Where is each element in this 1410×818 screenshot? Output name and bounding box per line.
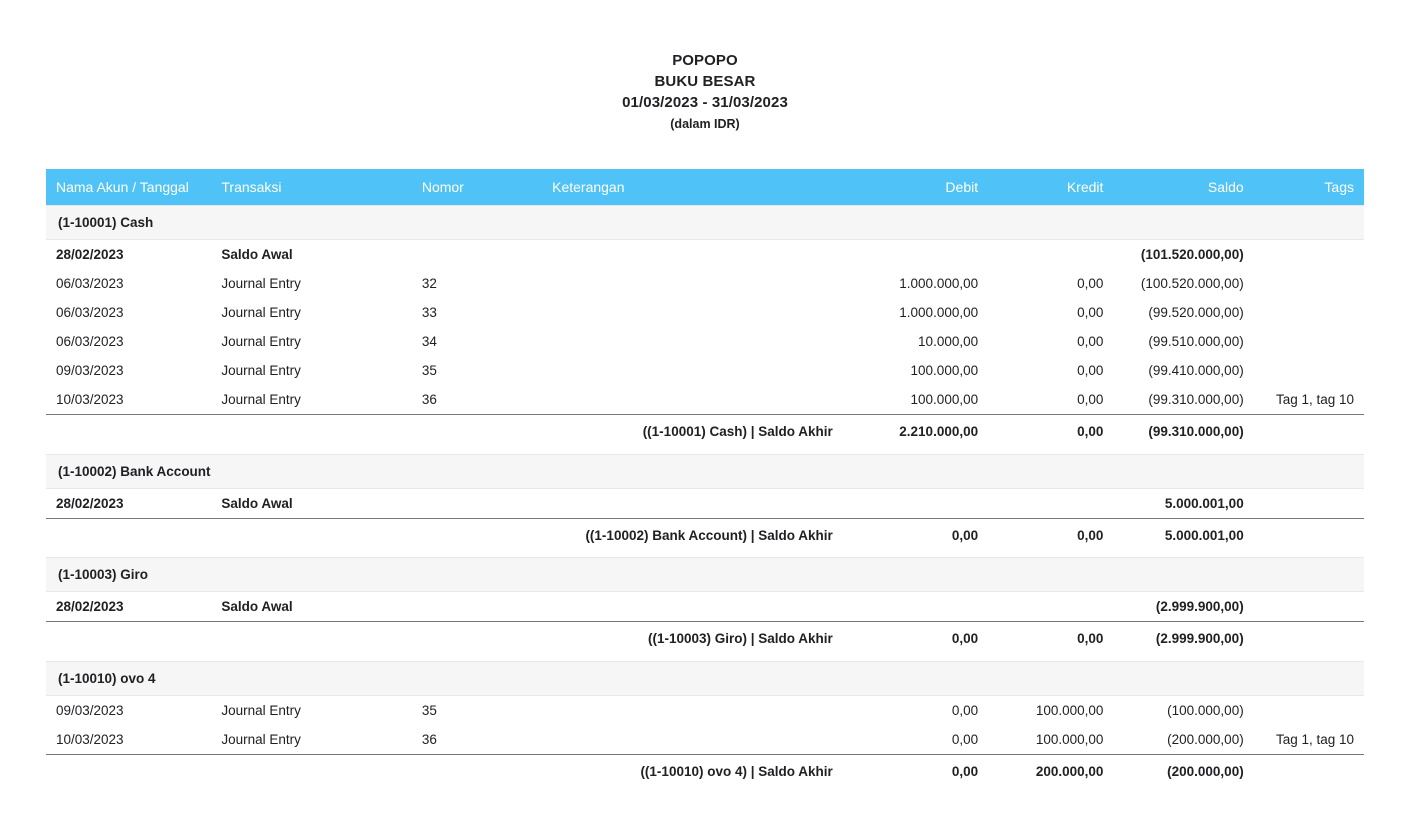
row-debit: 10.000,00 — [918, 334, 979, 349]
row-number: 36 — [421, 731, 437, 747]
row-number — [412, 592, 542, 622]
account-total-credit: 0,00 — [988, 518, 1113, 552]
account-group-label: (1-10002) Bank Account — [46, 454, 1364, 488]
row-date: 06/03/2023 — [56, 276, 124, 291]
row-description — [542, 488, 843, 518]
row-balance: (101.520.000,00) — [1140, 247, 1244, 262]
report-header — [0, 0, 1410, 134]
row-number: 33 — [421, 305, 437, 320]
row-debit: 0,00 — [951, 702, 979, 718]
row-tags — [1254, 695, 1364, 725]
ledger-table — [46, 169, 1364, 794]
row-tags — [1254, 356, 1364, 385]
account-total-credit: 200.000,00 — [988, 754, 1113, 788]
account-total-credit: 0,00 — [988, 622, 1113, 656]
table-row — [46, 356, 1364, 385]
account-group-row — [46, 558, 1364, 592]
row-date: 10/03/2023 — [56, 731, 124, 747]
account-total-balance: 5.000.001,00 — [1113, 518, 1253, 552]
account-group-label: (1-10010) ovo 4 — [46, 661, 1364, 695]
row-date: 28/02/2023 — [56, 599, 124, 614]
row-tags: Tag 1, tag 10 — [1275, 731, 1354, 747]
row-transaction: Journal Entry — [221, 731, 301, 747]
column-header-debit: Debit — [843, 169, 988, 206]
row-debit: 100.000,00 — [910, 392, 979, 407]
account-total-debit: 0,00 — [843, 754, 988, 788]
account-total-balance: (200.000,00) — [1113, 754, 1253, 788]
row-description — [542, 269, 843, 298]
account-group-row — [46, 206, 1364, 240]
ledger-table-header — [46, 169, 1364, 206]
account-total-label: ((1-10001) Cash) | Saldo Akhir — [46, 415, 843, 449]
row-transaction: Saldo Awal — [221, 599, 293, 614]
row-credit: 100.000,00 — [1035, 702, 1104, 718]
row-debit: 100.000,00 — [910, 363, 979, 378]
row-balance: (99.520.000,00) — [1148, 305, 1244, 320]
column-header-tags: Tags — [1254, 169, 1364, 206]
row-date: 09/03/2023 — [56, 363, 124, 378]
account-total-debit: 0,00 — [843, 518, 988, 552]
group-spacer — [46, 788, 1364, 794]
account-total-tags — [1254, 518, 1364, 552]
header-row — [46, 169, 1364, 206]
row-number: 32 — [421, 276, 437, 291]
row-balance: (99.510.000,00) — [1148, 334, 1244, 349]
column-header-account-date: Nama Akun / Tanggal — [46, 169, 211, 206]
row-transaction: Journal Entry — [221, 392, 301, 407]
row-description — [542, 725, 843, 755]
row-debit — [843, 592, 988, 622]
row-transaction: Saldo Awal — [221, 495, 293, 511]
row-debit — [843, 488, 988, 518]
row-debit: 1.000.000,00 — [899, 276, 979, 291]
row-tags — [1254, 327, 1364, 356]
row-balance: 5.000.001,00 — [1164, 495, 1244, 511]
row-balance: (100.000,00) — [1167, 702, 1244, 718]
account-group-row — [46, 454, 1364, 488]
column-header-transaction: Transaksi — [211, 169, 411, 206]
row-credit — [988, 240, 1113, 270]
column-header-credit: Kredit — [988, 169, 1113, 206]
row-number — [412, 488, 542, 518]
row-credit: 0,00 — [1077, 392, 1104, 407]
row-balance: (99.310.000,00) — [1148, 392, 1244, 407]
row-credit: 0,00 — [1077, 305, 1104, 320]
account-total-balance: (2.999.900,00) — [1113, 622, 1253, 656]
account-total-label: ((1-10003) Giro) | Saldo Akhir — [46, 622, 843, 656]
row-debit — [843, 240, 988, 270]
table-row — [46, 488, 1364, 518]
row-balance: (200.000,00) — [1167, 731, 1244, 747]
table-row — [46, 327, 1364, 356]
table-row — [46, 385, 1364, 415]
row-number — [412, 240, 542, 270]
row-tags — [1254, 269, 1364, 298]
currency-note: (dalam IDR) — [670, 117, 740, 131]
row-transaction: Journal Entry — [221, 276, 301, 291]
account-total-debit: 0,00 — [843, 622, 988, 656]
account-total-row — [46, 415, 1364, 449]
row-tags — [1254, 592, 1364, 622]
ledger-table-body — [46, 206, 1364, 794]
account-group-row — [46, 661, 1364, 695]
account-total-label: ((1-10002) Bank Account) | Saldo Akhir — [46, 518, 843, 552]
account-total-row — [46, 754, 1364, 788]
row-credit: 0,00 — [1077, 334, 1104, 349]
row-description — [542, 240, 843, 270]
row-transaction: Journal Entry — [221, 305, 301, 320]
account-total-tags — [1254, 754, 1364, 788]
column-header-description: Keterangan — [542, 169, 843, 206]
row-transaction: Journal Entry — [221, 334, 301, 349]
row-description — [542, 356, 843, 385]
account-total-debit: 2.210.000,00 — [843, 415, 988, 449]
row-transaction: Journal Entry — [221, 702, 301, 718]
row-number: 35 — [421, 702, 437, 718]
table-row — [46, 592, 1364, 622]
row-credit: 0,00 — [1077, 363, 1104, 378]
group-spacer-cell — [46, 788, 1364, 794]
row-credit — [988, 488, 1113, 518]
row-balance: (2.999.900,00) — [1155, 599, 1244, 614]
row-description — [542, 695, 843, 725]
table-row — [46, 298, 1364, 327]
account-total-tags — [1254, 415, 1364, 449]
row-debit: 0,00 — [951, 731, 979, 747]
account-group-label: (1-10003) Giro — [46, 558, 1364, 592]
account-total-credit: 0,00 — [988, 415, 1113, 449]
row-number: 35 — [421, 363, 437, 378]
row-balance: (99.410.000,00) — [1148, 363, 1244, 378]
row-tags — [1254, 240, 1364, 270]
row-description — [542, 327, 843, 356]
row-description — [542, 592, 843, 622]
row-transaction: Journal Entry — [221, 363, 301, 378]
row-date: 06/03/2023 — [56, 334, 124, 349]
company-name: POPOPO — [672, 52, 738, 69]
row-tags — [1254, 298, 1364, 327]
account-total-balance: (99.310.000,00) — [1113, 415, 1253, 449]
account-total-row — [46, 622, 1364, 656]
row-date: 06/03/2023 — [56, 305, 124, 320]
report-title: BUKU BESAR — [654, 73, 756, 90]
row-credit: 0,00 — [1077, 276, 1104, 291]
row-balance: (100.520.000,00) — [1140, 276, 1244, 291]
account-total-row — [46, 518, 1364, 552]
row-description — [542, 385, 843, 415]
row-tags: Tag 1, tag 10 — [1275, 392, 1354, 407]
table-row — [46, 695, 1364, 725]
row-date: 10/03/2023 — [56, 392, 124, 407]
row-date: 28/02/2023 — [56, 247, 124, 262]
row-number: 34 — [421, 334, 437, 349]
column-header-number: Nomor — [412, 169, 542, 206]
row-debit: 1.000.000,00 — [899, 305, 979, 320]
account-total-tags — [1254, 622, 1364, 656]
row-transaction: Saldo Awal — [221, 247, 293, 262]
row-description — [542, 298, 843, 327]
row-date: 28/02/2023 — [56, 495, 124, 511]
account-group-label: (1-10001) Cash — [46, 206, 1364, 240]
column-header-balance: Saldo — [1113, 169, 1253, 206]
report-period: 01/03/2023 - 31/03/2023 — [622, 94, 788, 111]
row-credit: 100.000,00 — [1035, 731, 1104, 747]
account-total-label: ((1-10010) ovo 4) | Saldo Akhir — [46, 754, 843, 788]
row-tags — [1254, 488, 1364, 518]
table-row — [46, 240, 1364, 270]
row-credit — [988, 592, 1113, 622]
row-number: 36 — [421, 392, 437, 407]
table-row — [46, 725, 1364, 755]
table-row — [46, 269, 1364, 298]
row-date: 09/03/2023 — [56, 702, 124, 718]
